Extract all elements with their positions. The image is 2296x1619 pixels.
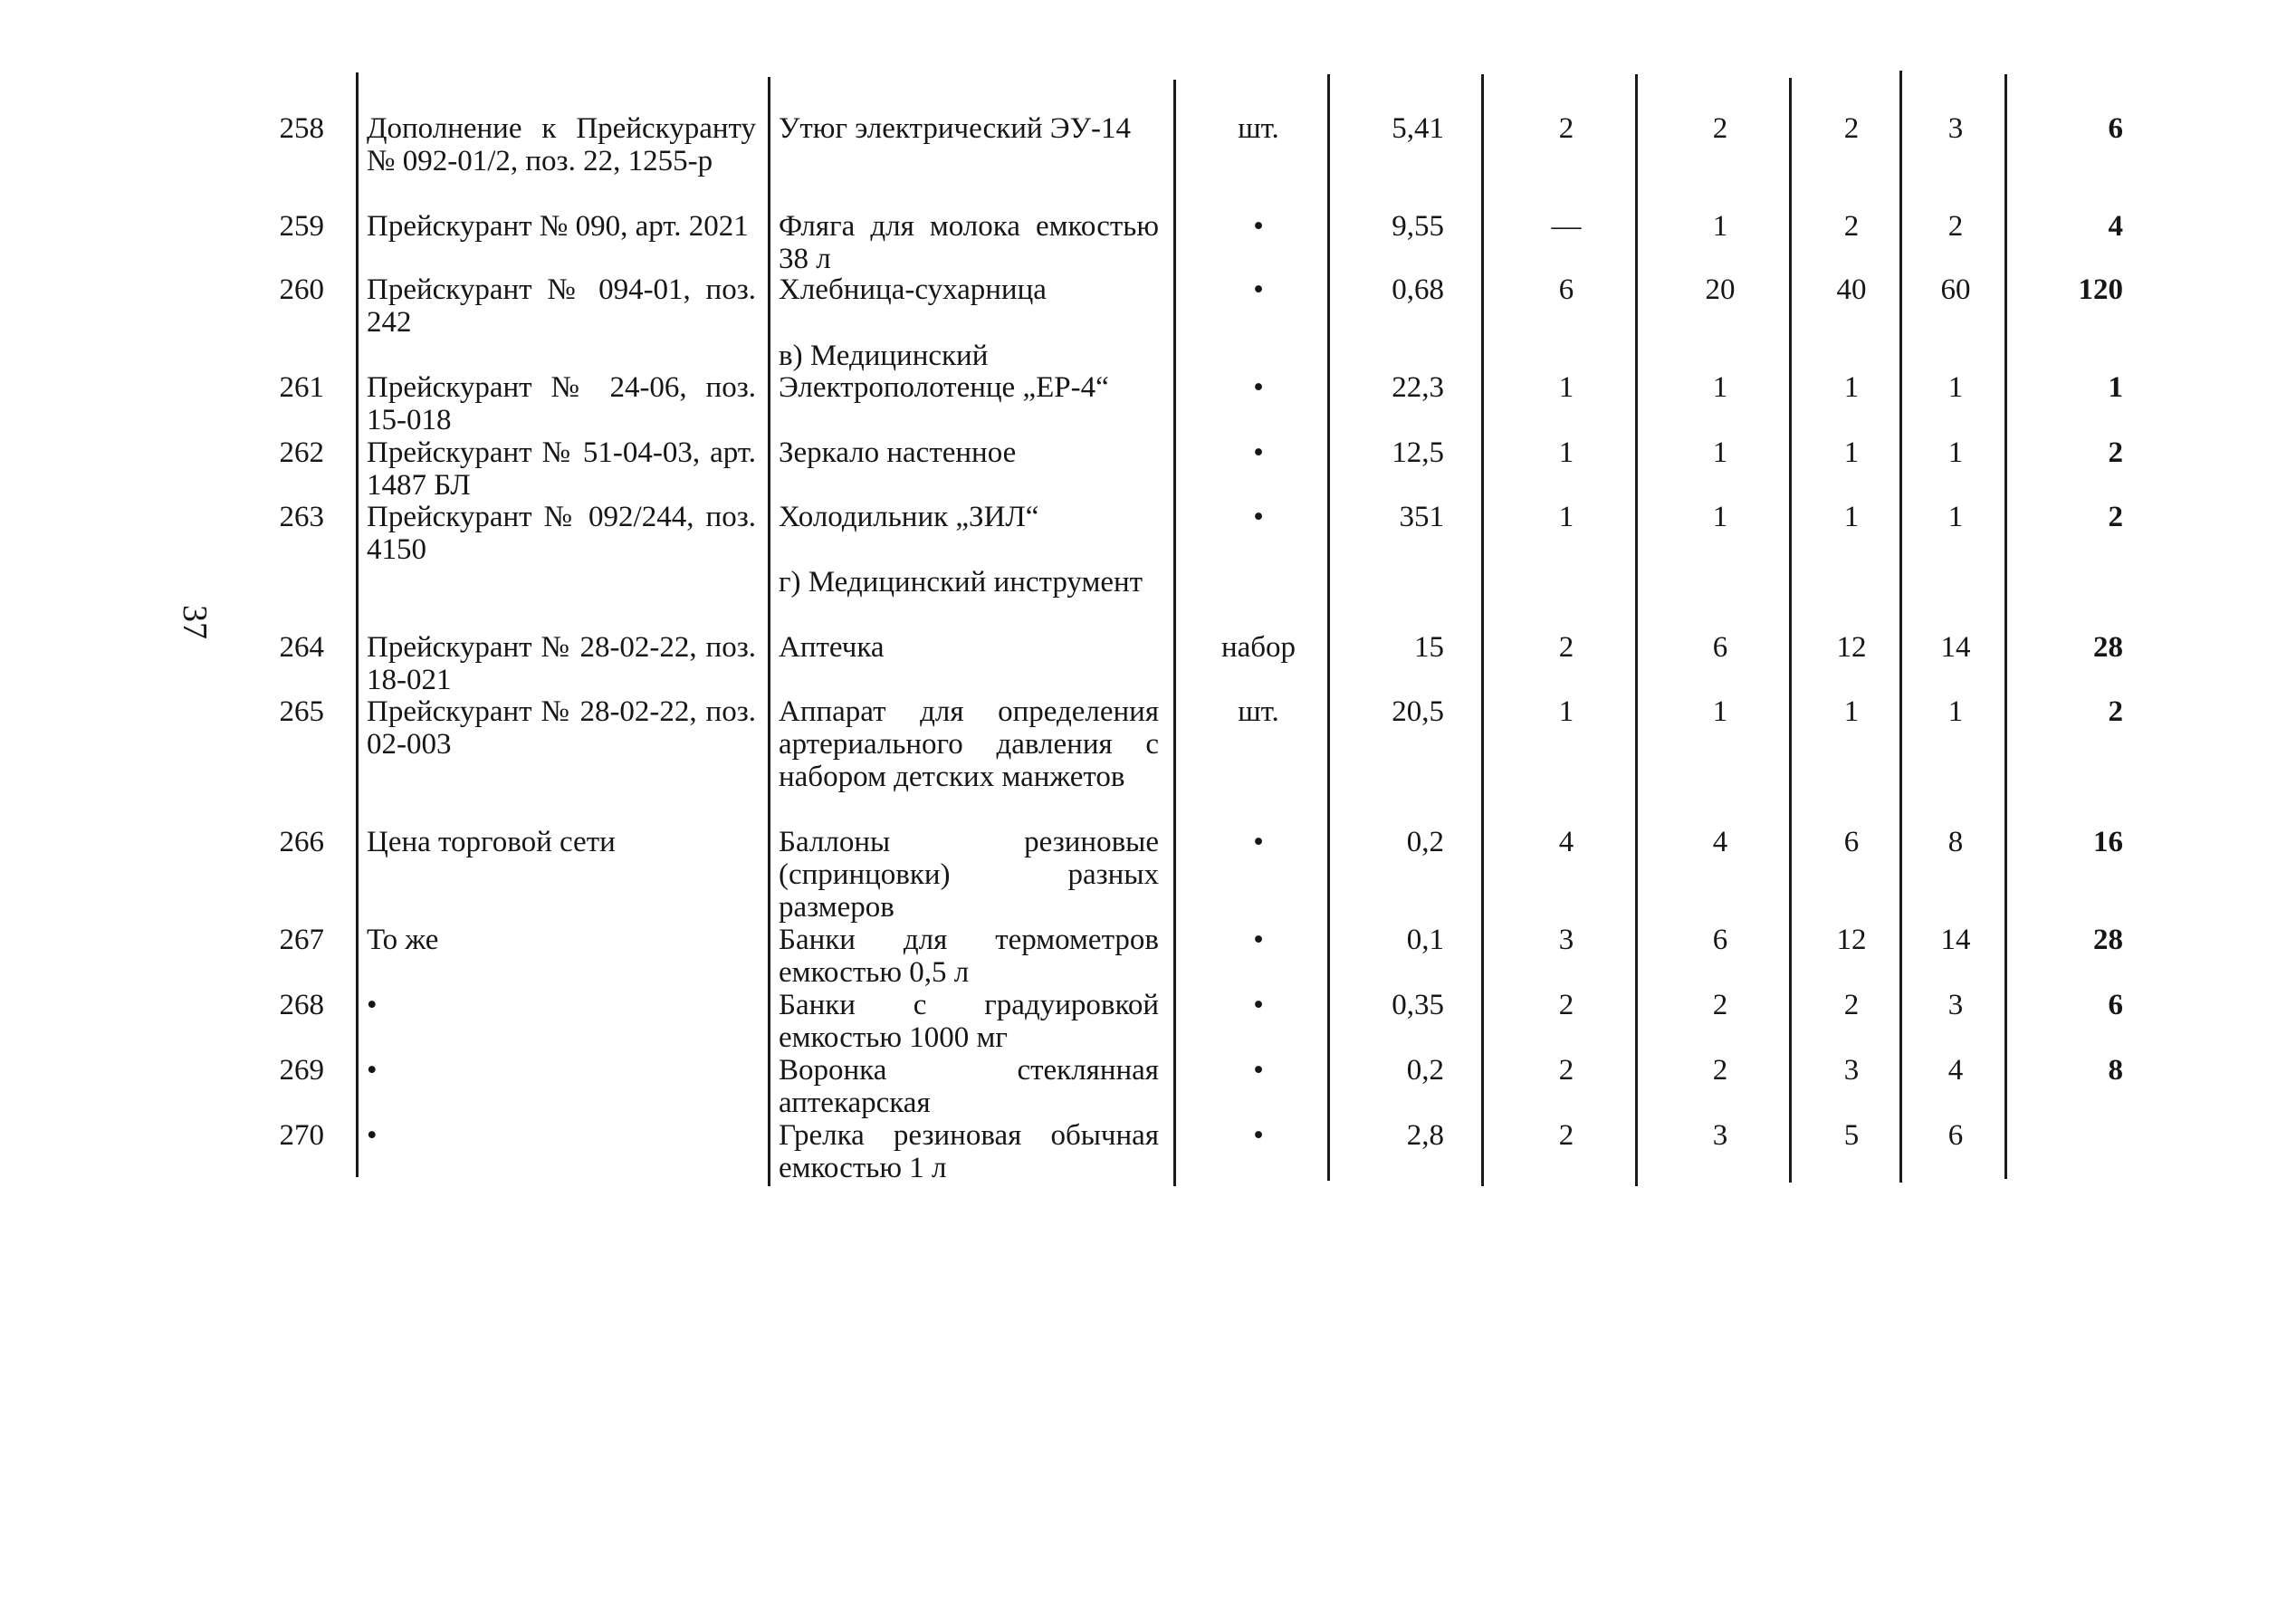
price-source: • (367, 1054, 378, 1087)
quantity: 3 (1712, 1119, 1728, 1152)
quantity: 3 (1947, 989, 1964, 1021)
quantity: 1 (2108, 371, 2123, 404)
quantity: 2 (2108, 436, 2123, 469)
quantity: 14 (1940, 631, 1971, 664)
quantity: 1 (1947, 695, 1964, 728)
quantity: 28 (2093, 924, 2123, 956)
quantity: 2 (1558, 989, 1574, 1021)
item-name: Утюг электрический ЭУ-14 (779, 112, 1131, 145)
quantity: 6 (1712, 924, 1728, 956)
unit: • (1253, 924, 1264, 956)
row-number: 260 (279, 273, 324, 306)
item-name: Баллоны резиновые (спринцовки) разных размеров (779, 826, 1159, 924)
quantity: 3 (1843, 1054, 1860, 1087)
price: 15 (1414, 631, 1444, 664)
row-number: 269 (279, 1054, 324, 1087)
quantity: 2 (1712, 112, 1728, 145)
quantity: 12 (1836, 631, 1867, 664)
quantity: 20 (1705, 273, 1736, 306)
price-source: Прейскурант № 28-02-22, поз. 02-003 (367, 695, 756, 761)
price: 0,2 (1406, 1054, 1444, 1087)
quantity: 1 (1558, 371, 1574, 404)
quantity: — (1551, 210, 1582, 243)
price-source: Прейскурант № 094-01, поз. 242 (367, 273, 756, 339)
price-source: Прейскурант № 092/244, поз. 4150 (367, 501, 756, 566)
quantity: 6 (2108, 989, 2123, 1021)
quantity: 2 (1843, 989, 1860, 1021)
quantity: 1 (1712, 501, 1728, 533)
quantity: 5 (1843, 1119, 1860, 1152)
quantity: 2 (1558, 1119, 1574, 1152)
quantity: 1 (1712, 371, 1728, 404)
quantity: 1 (1558, 695, 1574, 728)
quantity: 2 (1558, 631, 1574, 664)
quantity: 1 (1558, 501, 1574, 533)
item-name: Банки для термометров емкостью 0,5 л (779, 924, 1159, 989)
quantity: 2 (1712, 1054, 1728, 1087)
row-number: 266 (279, 826, 324, 858)
price-source: Прейскурант № 090, арт. 2021 (367, 210, 749, 243)
item-name: Аппарат для определения артериального давления с набором детских манжетов (779, 695, 1159, 793)
quantity: 4 (1947, 1054, 1964, 1087)
price: 0,68 (1392, 273, 1444, 306)
price-source: Прейскурант № 24-06, поз. 15-018 (367, 371, 756, 436)
quantity: 1 (1947, 371, 1964, 404)
quantity: 3 (1558, 924, 1574, 956)
quantity: 120 (2078, 273, 2123, 306)
row-number: 262 (279, 436, 324, 469)
quantity: 2 (1558, 112, 1574, 145)
price: 0,1 (1406, 924, 1444, 956)
price: 20,5 (1392, 695, 1444, 728)
quantity: 2 (1558, 1054, 1574, 1087)
quantity: 1 (1843, 436, 1860, 469)
quantity: 4 (2108, 210, 2123, 243)
row-number: 268 (279, 989, 324, 1021)
price: 12,5 (1392, 436, 1444, 469)
price-source: Прейскурант № 28-02-22, поз. 18-021 (367, 631, 756, 696)
unit: • (1253, 989, 1264, 1021)
quantity: 2 (1947, 210, 1964, 243)
row-number: 263 (279, 501, 324, 533)
quantity: 6 (2108, 112, 2123, 145)
price: 351 (1399, 501, 1444, 533)
price-source: Дополнение к Прейскуранту № 092-01/2, поз. 22, 1255-р (367, 112, 756, 177)
quantity: 2 (1843, 210, 1860, 243)
unit: шт. (1238, 112, 1279, 145)
quantity: 8 (1947, 826, 1964, 858)
quantity: 6 (1712, 631, 1728, 664)
price-source: • (367, 1119, 378, 1152)
item-name: Хлебница-сухарница (779, 273, 1047, 306)
quantity: 16 (2093, 826, 2123, 858)
section-heading: в) Медицинский (779, 340, 989, 372)
quantity: 1 (1843, 501, 1860, 533)
item-name: Аптечка (779, 631, 885, 664)
quantity: 4 (1712, 826, 1728, 858)
item-name: Зеркало настенное (779, 436, 1017, 469)
price-source: • (367, 989, 378, 1021)
price-source: Цена торговой сети (367, 826, 616, 858)
page-number: 37 (176, 605, 214, 639)
unit: • (1253, 501, 1264, 533)
quantity: 1 (1712, 695, 1728, 728)
unit: • (1253, 210, 1264, 243)
row-number: 265 (279, 695, 324, 728)
price: 5,41 (1392, 112, 1444, 145)
unit: • (1253, 436, 1264, 469)
quantity: 1 (1712, 436, 1728, 469)
row-number: 259 (279, 210, 324, 243)
unit: • (1253, 1054, 1264, 1087)
section-heading: г) Медицинский инструмент (779, 566, 1143, 599)
quantity: 2 (1712, 989, 1728, 1021)
quantity: 40 (1836, 273, 1867, 306)
row-number: 258 (279, 112, 324, 145)
price-source: То же (367, 924, 439, 956)
quantity: 2 (1843, 112, 1860, 145)
unit: • (1253, 1119, 1264, 1152)
price-source: Прейскурант № 51-04-03, арт. 1487 БЛ (367, 436, 756, 502)
row-number: 270 (279, 1119, 324, 1152)
quantity: 1 (1712, 210, 1728, 243)
item-name: Воронка стеклянная аптекарская (779, 1054, 1159, 1119)
quantity: 3 (1947, 112, 1964, 145)
unit: • (1253, 273, 1264, 306)
quantity: 1 (1947, 436, 1964, 469)
quantity: 60 (1940, 273, 1971, 306)
quantity: 8 (2108, 1054, 2123, 1087)
quantity: 1 (1843, 695, 1860, 728)
quantity: 12 (1836, 924, 1867, 956)
price: 22,3 (1392, 371, 1444, 404)
row-number: 261 (279, 371, 324, 404)
quantity: 1 (1843, 371, 1860, 404)
quantity: 1 (1947, 501, 1964, 533)
item-name: Электрополотенце „ЕР-4“ (779, 371, 1109, 404)
row-number: 264 (279, 631, 324, 664)
item-name: Фляга для молока емкостью 38 л (779, 210, 1159, 275)
price: 0,35 (1392, 989, 1444, 1021)
quantity: 6 (1558, 273, 1574, 306)
quantity: 6 (1843, 826, 1860, 858)
quantity: 1 (1558, 436, 1574, 469)
quantity: 14 (1940, 924, 1971, 956)
price: 0,2 (1406, 826, 1444, 858)
unit: • (1253, 371, 1264, 404)
item-name: Грелка резиновая обычная емкостью 1 л (779, 1119, 1159, 1184)
quantity: 2 (2108, 695, 2123, 728)
item-name: Банки с градуировкой емкостью 1000 мг (779, 989, 1159, 1054)
row-number: 267 (279, 924, 324, 956)
unit: шт. (1238, 695, 1279, 728)
item-name: Холодильник „ЗИЛ“ (779, 501, 1039, 533)
quantity: 2 (2108, 501, 2123, 533)
price: 9,55 (1392, 210, 1444, 243)
quantity: 6 (1947, 1119, 1964, 1152)
quantity: 28 (2093, 631, 2123, 664)
price: 2,8 (1406, 1119, 1444, 1152)
unit: набор (1220, 631, 1296, 664)
quantity: 4 (1558, 826, 1574, 858)
unit: • (1253, 826, 1264, 858)
